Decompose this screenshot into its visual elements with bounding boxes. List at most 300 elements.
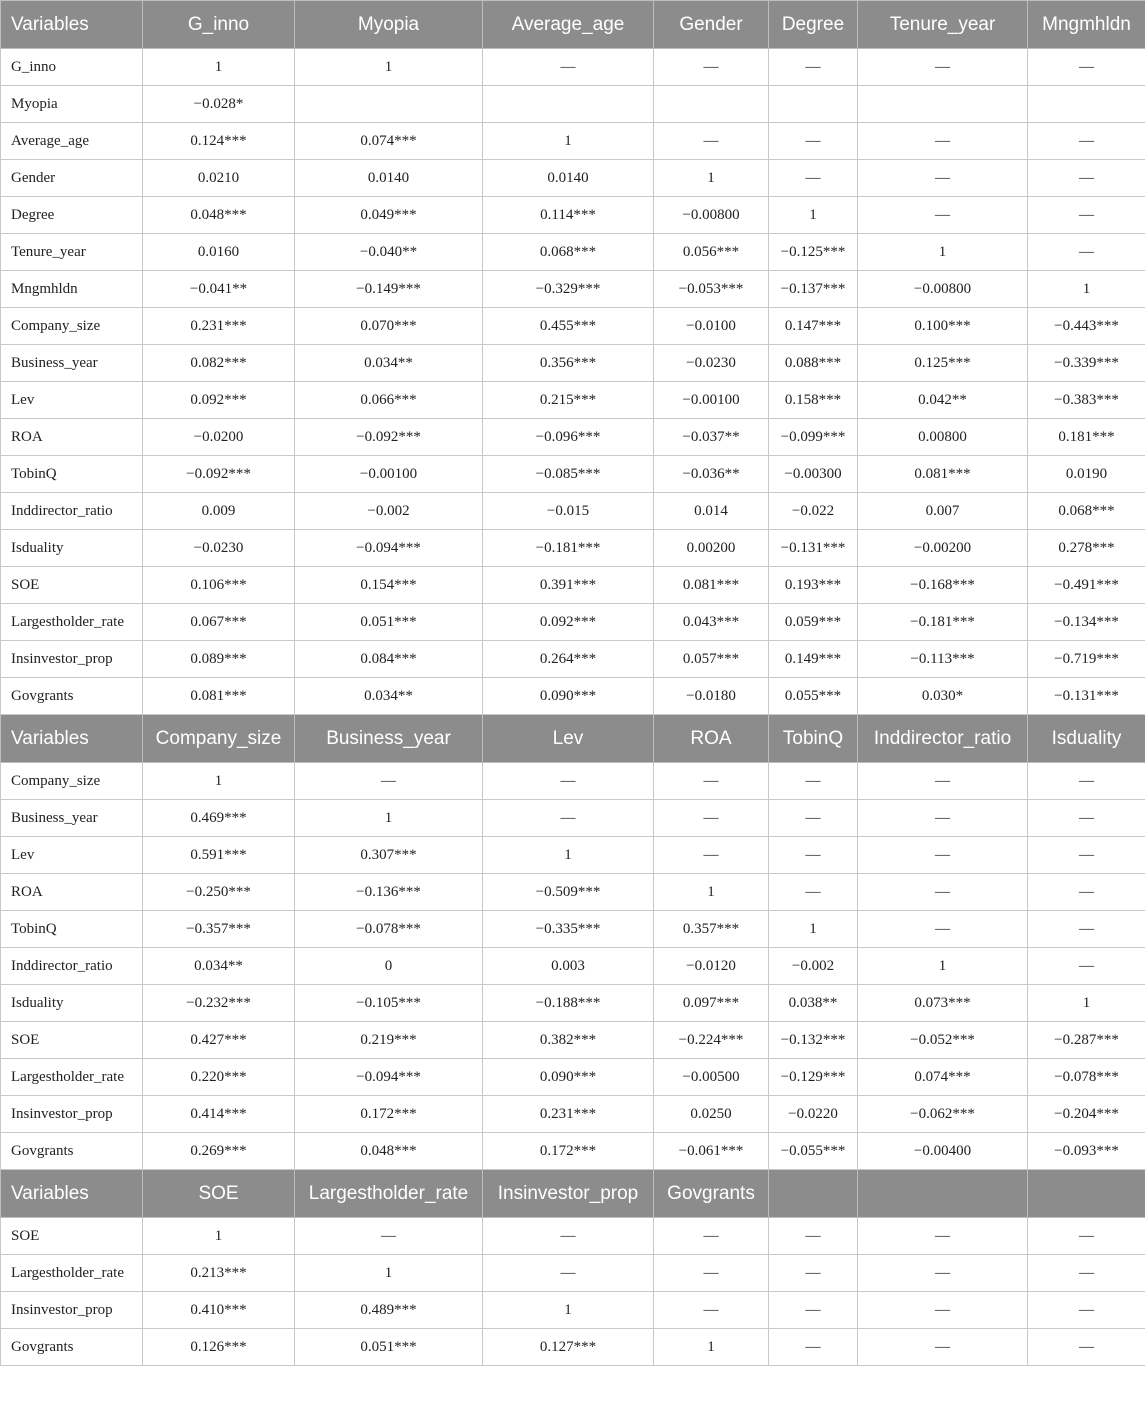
correlation-cell: −0.0100 [654, 308, 769, 345]
correlation-cell: 0.059*** [769, 604, 858, 641]
correlation-cell: — [654, 1255, 769, 1292]
correlation-cell: — [483, 1255, 654, 1292]
table-row [1, 271, 1145, 308]
correlation-cell: −0.443*** [1028, 308, 1145, 345]
correlation-cell: 1 [483, 1292, 654, 1329]
correlation-cell: −0.0120 [654, 948, 769, 985]
table-row [1, 678, 1145, 715]
row-label-cell: ROA [1, 419, 143, 456]
row-label-cell: TobinQ [1, 456, 143, 493]
correlation-cell: — [858, 1329, 1028, 1366]
correlation-cell: 1 [769, 197, 858, 234]
correlation-cell: 0.057*** [654, 641, 769, 678]
correlation-cell: −0.096*** [483, 419, 654, 456]
correlation-cell: −0.0230 [654, 345, 769, 382]
table-row [1, 1255, 1145, 1292]
correlation-cell: — [769, 874, 858, 911]
correlation-cell: — [769, 1255, 858, 1292]
correlation-cell: −0.053*** [654, 271, 769, 308]
row-label-cell: Largestholder_rate [1, 1255, 143, 1292]
correlation-cell: −0.131*** [1028, 678, 1145, 715]
correlation-cell: 0.0250 [654, 1096, 769, 1133]
correlation-cell: −0.113*** [858, 641, 1028, 678]
correlation-cell: 0.0140 [295, 160, 483, 197]
correlation-cell: 0.003 [483, 948, 654, 985]
correlation-cell: −0.00100 [295, 456, 483, 493]
correlation-cell: 0 [295, 948, 483, 985]
correlation-cell: −0.092*** [295, 419, 483, 456]
table-row [1, 1022, 1145, 1059]
correlation-cell: 0.092*** [143, 382, 295, 419]
column-header-cell: Gender [654, 1, 769, 49]
correlation-cell: −0.028* [143, 86, 295, 123]
correlation-cell: 0.264*** [483, 641, 654, 678]
correlation-cell: 0.043*** [654, 604, 769, 641]
correlation-cell [483, 86, 654, 123]
table-row [1, 382, 1145, 419]
correlation-cell [858, 86, 1028, 123]
correlation-cell: 0.007 [858, 493, 1028, 530]
correlation-cell: 0.090*** [483, 678, 654, 715]
column-header-cell: Insinvestor_prop [483, 1170, 654, 1218]
column-header-cell [858, 1170, 1028, 1218]
correlation-cell: 0.307*** [295, 837, 483, 874]
correlation-cell: — [654, 1292, 769, 1329]
row-label-cell: Company_size [1, 763, 143, 800]
correlation-cell: −0.250*** [143, 874, 295, 911]
correlation-cell: 1 [143, 763, 295, 800]
column-header-cell: TobinQ [769, 715, 858, 763]
table-row [1, 49, 1145, 86]
column-header-cell: Largestholder_rate [295, 1170, 483, 1218]
column-header-cell: Govgrants [654, 1170, 769, 1218]
correlation-cell: — [654, 1218, 769, 1255]
row-label-cell: Business_year [1, 345, 143, 382]
correlation-cell: 0.051*** [295, 1329, 483, 1366]
correlation-cell: 0.056*** [654, 234, 769, 271]
correlation-cell: 0.391*** [483, 567, 654, 604]
correlation-cell: −0.137*** [769, 271, 858, 308]
correlation-cell: 0.181*** [1028, 419, 1145, 456]
correlation-cell: −0.099*** [769, 419, 858, 456]
correlation-cell: 0.124*** [143, 123, 295, 160]
correlation-cell: 0.034** [295, 678, 483, 715]
correlation-cell: — [654, 800, 769, 837]
correlation-cell: 0.0190 [1028, 456, 1145, 493]
correlation-cell: 0.048*** [143, 197, 295, 234]
correlation-cell: 1 [295, 1255, 483, 1292]
correlation-cell: 0.070*** [295, 308, 483, 345]
correlation-cell: −0.131*** [769, 530, 858, 567]
correlation-cell: — [858, 1255, 1028, 1292]
column-header-cell: Mngmhldn [1028, 1, 1145, 49]
table-row [1, 800, 1145, 837]
row-label-cell: Insinvestor_prop [1, 1292, 143, 1329]
row-label-cell: Insinvestor_prop [1, 1096, 143, 1133]
correlation-cell: 0.172*** [483, 1133, 654, 1170]
correlation-cell: 1 [858, 948, 1028, 985]
table-row [1, 985, 1145, 1022]
correlation-cell: 0.074*** [858, 1059, 1028, 1096]
row-label-cell: Degree [1, 197, 143, 234]
correlation-cell: — [858, 837, 1028, 874]
correlation-cell: — [769, 1218, 858, 1255]
correlation-cell: −0.357*** [143, 911, 295, 948]
correlation-cell: — [858, 197, 1028, 234]
correlation-cell: 0.097*** [654, 985, 769, 1022]
correlation-cell: 1 [1028, 271, 1145, 308]
section-header-row [1, 1, 1145, 49]
row-label-cell: ROA [1, 874, 143, 911]
correlation-cell: — [483, 800, 654, 837]
row-label-cell: Largestholder_rate [1, 1059, 143, 1096]
column-header-cell: Inddirector_ratio [858, 715, 1028, 763]
correlation-cell: 0.073*** [858, 985, 1028, 1022]
correlation-cell: 0.410*** [143, 1292, 295, 1329]
column-header-cell: Business_year [295, 715, 483, 763]
correlation-cell: 0.049*** [295, 197, 483, 234]
correlation-cell: 0.0140 [483, 160, 654, 197]
table-row [1, 197, 1145, 234]
correlation-cell: −0.002 [769, 948, 858, 985]
correlation-cell: −0.136*** [295, 874, 483, 911]
correlation-cell: 0.055*** [769, 678, 858, 715]
correlation-cell: — [1028, 234, 1145, 271]
column-header-cell: Average_age [483, 1, 654, 49]
correlation-cell: 0.009 [143, 493, 295, 530]
correlation-cell: — [483, 763, 654, 800]
correlation-cell: 0.051*** [295, 604, 483, 641]
correlation-cell: 0.193*** [769, 567, 858, 604]
correlation-cell: −0.00400 [858, 1133, 1028, 1170]
correlation-cell: — [1028, 160, 1145, 197]
variables-header-cell: Variables [1, 715, 143, 763]
correlation-cell: −0.00100 [654, 382, 769, 419]
correlation-cell: — [1028, 911, 1145, 948]
correlation-cell: — [769, 800, 858, 837]
correlation-cell: −0.078*** [1028, 1059, 1145, 1096]
correlation-cell: 0.469*** [143, 800, 295, 837]
correlation-cell: −0.022 [769, 493, 858, 530]
table-row [1, 763, 1145, 800]
correlation-cell: 1 [654, 160, 769, 197]
correlation-cell: 1 [143, 1218, 295, 1255]
correlation-cell: — [769, 1292, 858, 1329]
column-header-cell: Tenure_year [858, 1, 1028, 49]
variables-header-cell: Variables [1, 1170, 143, 1218]
table-row [1, 308, 1145, 345]
correlation-cell: −0.0220 [769, 1096, 858, 1133]
correlation-cell: −0.168*** [858, 567, 1028, 604]
correlation-cell: −0.062*** [858, 1096, 1028, 1133]
column-header-cell: Company_size [143, 715, 295, 763]
row-label-cell: Largestholder_rate [1, 604, 143, 641]
correlation-cell: 0.090*** [483, 1059, 654, 1096]
correlation-cell: 0.084*** [295, 641, 483, 678]
table-row [1, 604, 1145, 641]
correlation-cell: 0.034** [295, 345, 483, 382]
row-label-cell: TobinQ [1, 911, 143, 948]
correlation-cell: 0.172*** [295, 1096, 483, 1133]
correlation-cell: 0.357*** [654, 911, 769, 948]
correlation-cell: 1 [858, 234, 1028, 271]
correlation-cell: 1 [483, 837, 654, 874]
correlation-cell: −0.232*** [143, 985, 295, 1022]
row-label-cell: SOE [1, 1218, 143, 1255]
correlation-cell: 0.089*** [143, 641, 295, 678]
correlation-cell: — [1028, 874, 1145, 911]
row-label-cell: Inddirector_ratio [1, 493, 143, 530]
correlation-cell: −0.00300 [769, 456, 858, 493]
row-label-cell: Myopia [1, 86, 143, 123]
correlation-cell: 0.092*** [483, 604, 654, 641]
correlation-cell: −0.181*** [483, 530, 654, 567]
correlation-cell: — [858, 123, 1028, 160]
correlation-cell: −0.105*** [295, 985, 483, 1022]
correlation-cell: — [858, 49, 1028, 86]
correlation-cell: — [1028, 763, 1145, 800]
correlation-cell: 0.591*** [143, 837, 295, 874]
correlation-cell: 0.220*** [143, 1059, 295, 1096]
row-label-cell: Lev [1, 837, 143, 874]
correlation-cell: 0.068*** [483, 234, 654, 271]
table-row [1, 1292, 1145, 1329]
correlation-cell: 1 [295, 800, 483, 837]
correlation-cell: 0.154*** [295, 567, 483, 604]
correlation-cell: 1 [295, 49, 483, 86]
correlation-cell: −0.339*** [1028, 345, 1145, 382]
column-header-cell: Myopia [295, 1, 483, 49]
correlation-cell: 0.382*** [483, 1022, 654, 1059]
correlation-cell: 0.127*** [483, 1329, 654, 1366]
column-header-cell: Lev [483, 715, 654, 763]
correlation-cell: 0.042** [858, 382, 1028, 419]
correlation-cell: 0.219*** [295, 1022, 483, 1059]
table-row [1, 234, 1145, 271]
correlation-cell: 0.038** [769, 985, 858, 1022]
correlation-cell: 1 [769, 911, 858, 948]
correlation-cell: — [1028, 800, 1145, 837]
correlation-cell: 0.081*** [143, 678, 295, 715]
correlation-cell: −0.040** [295, 234, 483, 271]
correlation-cell: — [483, 49, 654, 86]
table-row [1, 1218, 1145, 1255]
correlation-cell: −0.149*** [295, 271, 483, 308]
row-label-cell: Average_age [1, 123, 143, 160]
correlation-cell: 0.489*** [295, 1292, 483, 1329]
correlation-cell [769, 86, 858, 123]
correlation-cell: 1 [143, 49, 295, 86]
correlation-cell: 0.067*** [143, 604, 295, 641]
table-row [1, 567, 1145, 604]
correlation-cell: — [1028, 123, 1145, 160]
correlation-cell: 0.048*** [295, 1133, 483, 1170]
column-header-cell: SOE [143, 1170, 295, 1218]
row-label-cell: SOE [1, 567, 143, 604]
section-header-row [1, 1170, 1145, 1218]
correlation-cell: — [858, 763, 1028, 800]
correlation-cell: 0.074*** [295, 123, 483, 160]
correlation-cell: — [858, 800, 1028, 837]
row-label-cell: SOE [1, 1022, 143, 1059]
correlation-cell: 0.278*** [1028, 530, 1145, 567]
table-row [1, 456, 1145, 493]
correlation-cell: −0.0180 [654, 678, 769, 715]
table-row [1, 1096, 1145, 1133]
correlation-cell: −0.002 [295, 493, 483, 530]
correlation-cell: −0.335*** [483, 911, 654, 948]
correlation-cell: 0.066*** [295, 382, 483, 419]
correlation-cell: 0.00200 [654, 530, 769, 567]
correlation-cell: 1 [654, 874, 769, 911]
column-header-cell: Isduality [1028, 715, 1145, 763]
correlation-cell: −0.188*** [483, 985, 654, 1022]
correlation-cell: 0.147*** [769, 308, 858, 345]
correlation-cell: −0.00200 [858, 530, 1028, 567]
correlation-cell: −0.00800 [654, 197, 769, 234]
correlation-cell: −0.078*** [295, 911, 483, 948]
table-row [1, 419, 1145, 456]
correlation-cell: — [295, 1218, 483, 1255]
correlation-cell: — [295, 763, 483, 800]
correlation-cell: −0.052*** [858, 1022, 1028, 1059]
correlation-cell: −0.094*** [295, 530, 483, 567]
correlation-cell: 0.0210 [143, 160, 295, 197]
correlation-cell [654, 86, 769, 123]
table-row [1, 874, 1145, 911]
correlation-cell: 0.068*** [1028, 493, 1145, 530]
table-row [1, 1133, 1145, 1170]
correlation-cell: −0.037** [654, 419, 769, 456]
row-label-cell: G_inno [1, 49, 143, 86]
correlation-cell: 0.106*** [143, 567, 295, 604]
table-row [1, 123, 1145, 160]
column-header-cell [1028, 1170, 1145, 1218]
correlation-cell: 0.269*** [143, 1133, 295, 1170]
correlation-cell: 0.149*** [769, 641, 858, 678]
correlation-cell: −0.0200 [143, 419, 295, 456]
correlation-cell: 0.082*** [143, 345, 295, 382]
correlation-cell: −0.094*** [295, 1059, 483, 1096]
correlation-cell: 0.231*** [143, 308, 295, 345]
correlation-cell: — [858, 874, 1028, 911]
correlation-cell: — [769, 123, 858, 160]
correlation-cell: 0.414*** [143, 1096, 295, 1133]
correlation-cell: 0.00800 [858, 419, 1028, 456]
correlation-cell: −0.061*** [654, 1133, 769, 1170]
correlation-cell: −0.509*** [483, 874, 654, 911]
row-label-cell: Tenure_year [1, 234, 143, 271]
correlation-cell: 0.030* [858, 678, 1028, 715]
correlation-cell: — [1028, 1329, 1145, 1366]
correlation-cell: −0.204*** [1028, 1096, 1145, 1133]
table-row [1, 641, 1145, 678]
table-row [1, 1329, 1145, 1366]
correlation-cell: — [769, 49, 858, 86]
correlation-cell: −0.0230 [143, 530, 295, 567]
correlation-cell: −0.036** [654, 456, 769, 493]
correlation-cell: — [858, 160, 1028, 197]
correlation-cell: 0.125*** [858, 345, 1028, 382]
correlation-cell: −0.041** [143, 271, 295, 308]
correlation-cell: — [1028, 948, 1145, 985]
table-row [1, 86, 1145, 123]
row-label-cell: Business_year [1, 800, 143, 837]
correlation-cell: −0.125*** [769, 234, 858, 271]
correlation-cell: 1 [654, 1329, 769, 1366]
correlation-cell: −0.224*** [654, 1022, 769, 1059]
correlation-cell: — [1028, 49, 1145, 86]
correlation-cell: — [858, 1218, 1028, 1255]
correlation-cell: −0.383*** [1028, 382, 1145, 419]
row-label-cell: Inddirector_ratio [1, 948, 143, 985]
correlation-cell: −0.719*** [1028, 641, 1145, 678]
correlation-cell: −0.329*** [483, 271, 654, 308]
variables-header-cell: Variables [1, 1, 143, 49]
correlation-cell: — [769, 1329, 858, 1366]
correlation-cell: 0.081*** [654, 567, 769, 604]
correlation-table-body [1, 1, 1145, 1366]
correlation-cell: 0.014 [654, 493, 769, 530]
correlation-cell: 0.034** [143, 948, 295, 985]
correlation-cell: — [769, 763, 858, 800]
row-label-cell: Gender [1, 160, 143, 197]
correlation-cell: −0.181*** [858, 604, 1028, 641]
correlation-cell: — [654, 123, 769, 160]
row-label-cell: Govgrants [1, 678, 143, 715]
table-row [1, 911, 1145, 948]
correlation-cell: 0.088*** [769, 345, 858, 382]
correlation-cell: 1 [483, 123, 654, 160]
table-row [1, 530, 1145, 567]
column-header-cell [769, 1170, 858, 1218]
correlation-cell: −0.132*** [769, 1022, 858, 1059]
row-label-cell: Mngmhldn [1, 271, 143, 308]
correlation-cell: — [654, 49, 769, 86]
correlation-cell: 0.215*** [483, 382, 654, 419]
correlation-cell: −0.287*** [1028, 1022, 1145, 1059]
correlation-cell: 0.213*** [143, 1255, 295, 1292]
correlation-cell: — [483, 1218, 654, 1255]
correlation-cell: 1 [1028, 985, 1145, 1022]
correlation-cell: −0.015 [483, 493, 654, 530]
correlation-cell: −0.00500 [654, 1059, 769, 1096]
correlation-cell: — [1028, 1218, 1145, 1255]
correlation-cell [295, 86, 483, 123]
correlation-cell: — [1028, 1292, 1145, 1329]
correlation-cell: — [654, 763, 769, 800]
correlation-cell: 0.0160 [143, 234, 295, 271]
correlation-cell: −0.491*** [1028, 567, 1145, 604]
correlation-cell: −0.085*** [483, 456, 654, 493]
correlation-cell: −0.129*** [769, 1059, 858, 1096]
correlation-cell: 0.158*** [769, 382, 858, 419]
column-header-cell: Degree [769, 1, 858, 49]
correlation-cell: −0.055*** [769, 1133, 858, 1170]
correlation-cell: 0.455*** [483, 308, 654, 345]
table-row [1, 1059, 1145, 1096]
row-label-cell: Company_size [1, 308, 143, 345]
correlation-cell: — [769, 837, 858, 874]
correlation-cell [1028, 86, 1145, 123]
section-header-row [1, 715, 1145, 763]
correlation-cell: −0.00800 [858, 271, 1028, 308]
correlation-cell: 0.427*** [143, 1022, 295, 1059]
row-label-cell: Insinvestor_prop [1, 641, 143, 678]
correlation-cell: — [769, 160, 858, 197]
correlation-cell: — [654, 837, 769, 874]
table-row [1, 160, 1145, 197]
